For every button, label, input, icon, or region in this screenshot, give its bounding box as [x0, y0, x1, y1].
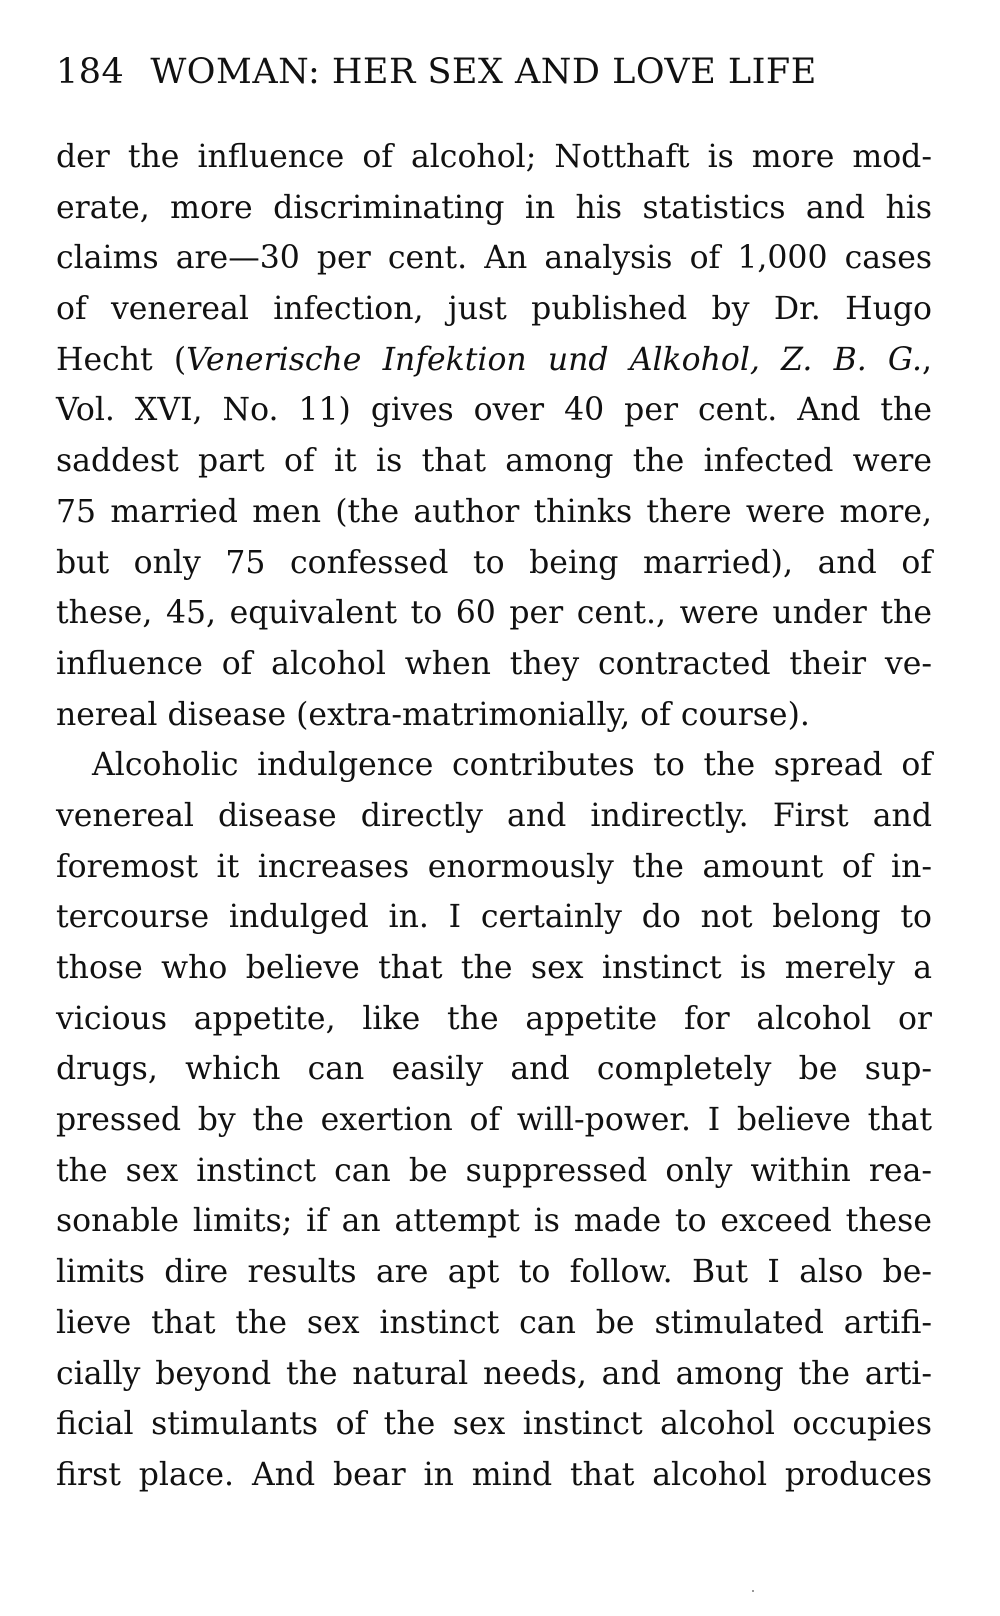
text-line: der the influence of alcohol; Notthaft is more mod-: [56, 139, 932, 175]
text-line: 75 married men (the author thinks there were more,: [56, 493, 932, 530]
text-line: Vol. XVI, No. 11) gives over 40 per cent. And the: [56, 392, 932, 429]
text-line: influence of alcohol when they contracted their ve-: [56, 645, 932, 682]
print-speck: [752, 1590, 754, 1592]
text-line: Alcoholic indulgence contributes to the spread of: [92, 747, 932, 784]
text-line: those who believe that the sex instinct is merely a: [56, 950, 932, 986]
text-line: of venereal infection, just published by Dr. Hugo: [56, 291, 932, 328]
paragraph: [56, 740, 932, 1500]
text-line: [56, 335, 932, 386]
text-line: vicious appetite, like the appetite for alcohol or: [56, 1000, 932, 1037]
text-line: cially beyond the natural needs, and among the arti-: [56, 1355, 932, 1392]
text-line: saddest part of it is that among the infected were: [56, 443, 932, 480]
text-line: venereal disease directly and indirectly. First and: [56, 797, 932, 834]
text-line: sonable limits; if an attempt is made to exceed these: [56, 1203, 932, 1240]
running-title: WOMAN: HER SEX AND LOVE LIFE: [150, 52, 817, 92]
text-line: foremost it increases enormously the amount of in-: [56, 848, 932, 885]
page-number: 184: [56, 52, 125, 92]
text-line: claims are—30 per cent. An analysis of 1,000 cases: [56, 240, 932, 277]
text-line: these, 45, equivalent to 60 per cent., were under the: [56, 595, 932, 632]
text-segment: ,: [921, 341, 932, 378]
text-line: lieve that the sex instinct can be stimulated artifi-: [56, 1304, 932, 1341]
text-line: tercourse indulged in. I certainly do not belong to: [56, 899, 932, 936]
text-line: drugs, which can easily and completely be sup-: [56, 1051, 932, 1088]
body-text: [56, 132, 932, 1501]
text-line: erate, more discriminating in his statistics and his: [56, 189, 932, 226]
text-line: limits dire results are apt to follow. But I also be-: [56, 1254, 932, 1291]
running-head: [56, 52, 817, 92]
text-line: pressed by the exertion of will-power. I believe that: [56, 1102, 932, 1139]
text-line: ficial stimulants of the sex instinct alcohol occupies: [56, 1406, 932, 1443]
text-line: the sex instinct can be suppressed only within rea-: [56, 1152, 932, 1189]
text-line: but only 75 confessed to being married), and of: [56, 544, 932, 581]
text-line: first place. And bear in mind that alcohol produces: [56, 1456, 932, 1493]
paragraph: [56, 132, 932, 740]
text-segment: Hecht (: [56, 341, 187, 378]
text-line: nereal disease (extra-matrimonially, of course).: [56, 696, 810, 733]
italic-citation: Venerische Infektion und Alkohol, Z. B. G.: [186, 341, 922, 378]
